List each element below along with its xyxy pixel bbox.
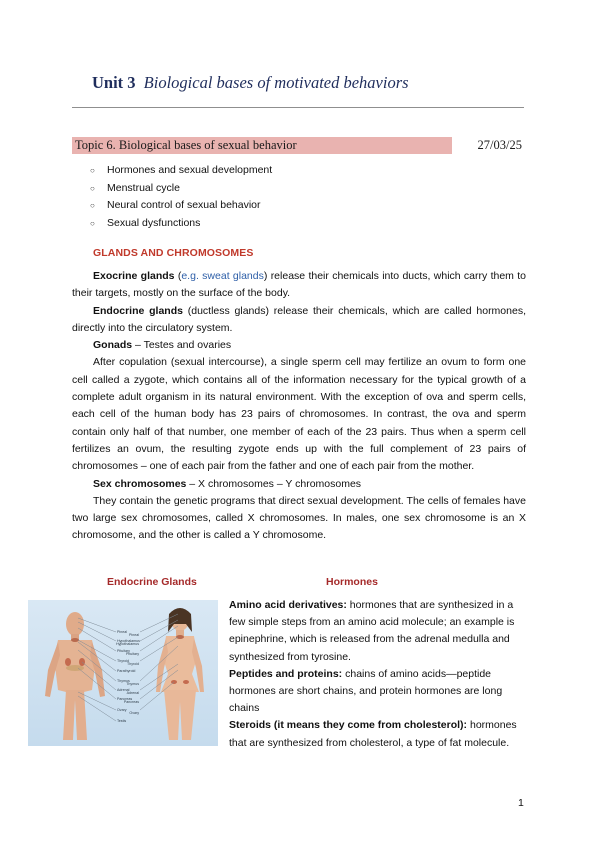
- body-text: [72, 268, 526, 545]
- paragraph-sex-chromosomes: Sex chromosomes – X chromosomes – Y chromosomes: [93, 477, 362, 490]
- figure-label: Pituitary: [126, 652, 139, 656]
- hormone-type-item: Peptides and proteins: chains of amino acids—peptide hormones are short chains, and protein hormones are long chains: [229, 667, 503, 715]
- figure-label: Pineal: [117, 630, 127, 634]
- circle-bullet-icon: ○: [90, 219, 95, 229]
- paragraph-genetic: They contain the genetic programs that direct sexual development. The cells of females have two large sex chromosomes, called X chromosomes. In males, one sex chromosome is an X chromosome, and the other is called a Y chromosome.: [72, 494, 526, 542]
- paragraph-endocrine: Endocrine glands (ductless glands) release their chemicals, which are called hormones, directly into the circulatory system.: [72, 304, 526, 334]
- figure-label: Thymus: [117, 679, 130, 683]
- female-ovary-left: [183, 680, 189, 684]
- paragraph-gonads: Gonads – Testes and ovaries: [93, 339, 232, 352]
- figure-label: Thymus: [126, 682, 139, 686]
- paragraph-copulation: After copulation (sexual intercourse), a single sperm cell may fertilize an ovum to form one cell called a zygote, which contains all of the information necessary for the typical growth of a complete adult organism in its natural environment. With the exception of ova and sperm cells, each cell of the human body has 23 pairs of chromosomes. In contrast, the ova and sperm contain only half of that number, one member of each of the 23 pairs. Thus when a sperm cell fertilizes an ovum, the resulting zygote ends up with the full complement of 23 pairs of chromosomes – one of each pair from the father and one of each pair from the mother.: [72, 356, 526, 473]
- figure-label: Ovary: [117, 708, 127, 712]
- gland-labels: [116, 630, 140, 723]
- hormone-type-item: Steroids (it means they come from cholesterol): hormones that are synthesized from cholesterol, a type of fat molecule.: [229, 719, 517, 749]
- female-thyroid: [176, 635, 184, 639]
- figure-label: Ovary: [129, 711, 139, 715]
- male-head: [66, 612, 84, 636]
- endocrine-illustration: [28, 600, 218, 746]
- figure-label: Pancreas: [117, 697, 133, 701]
- outline-item: ○ Sexual dysfunctions: [90, 215, 272, 233]
- circle-bullet-icon: ○: [90, 166, 95, 175]
- female-legs: [164, 690, 196, 740]
- unit-number: Unit 3: [92, 73, 136, 92]
- hormone-types: [229, 597, 525, 752]
- outline-item: ○ Menstrual cycle: [90, 180, 272, 198]
- circle-bullet-icon: ○: [90, 183, 95, 193]
- topic-title: Topic 6. Biological bases of sexual behavior: [75, 138, 297, 152]
- figure-label: Testis: [117, 719, 127, 723]
- topic-bar: [72, 137, 522, 154]
- figure-label: Thyroid: [127, 662, 139, 666]
- topic-date: 27/03/25: [477, 138, 522, 152]
- figure-label: Adrenal: [117, 688, 130, 692]
- outline-item: ○ Neural control of sexual behavior: [90, 197, 272, 215]
- figure-label: Hypothalamus: [116, 642, 139, 646]
- male-thyroid: [71, 638, 79, 642]
- figure-label: Pineal: [129, 633, 139, 637]
- figure-label: Hypothalamus: [117, 639, 140, 643]
- hormone-type-item: Amino acid derivatives: hormones that are synthesized in a few simple steps from an amino acid molecule; an example is epinephrine, which is released from the adrenal medulla and synthesized from tyrosine.: [229, 599, 515, 663]
- circle-bullet-icon: ○: [90, 201, 95, 211]
- section-heading: GLANDS AND CHROMOSOMES: [93, 247, 254, 259]
- figure-label: Pancreas: [123, 700, 139, 704]
- unit-subtitle: Biological bases of motivated behaviors: [143, 73, 409, 92]
- endocrine-glands-figure: [28, 600, 218, 746]
- male-adrenal-right: [65, 658, 71, 666]
- header-divider: [72, 107, 524, 108]
- unit-title: [92, 73, 409, 93]
- endocrine-glands-heading: Endocrine Glands: [107, 576, 197, 588]
- figure-label: Pituitary: [117, 649, 130, 653]
- figure-label: Thyroid: [117, 659, 129, 663]
- figure-label: Adrenal: [126, 691, 139, 695]
- hormones-heading: Hormones: [326, 576, 378, 588]
- example-link: e.g. sweat glands: [181, 270, 264, 282]
- topic-outline: [90, 162, 272, 233]
- male-legs: [63, 690, 87, 740]
- male-pancreas: [66, 665, 84, 671]
- outline-item: ○ Hormones and sexual development: [90, 162, 272, 180]
- page-number: 1: [518, 797, 524, 809]
- paragraph-exocrine: Exocrine glands (e.g. sweat glands) release their chemicals into ducts, which carry them to their targets, mostly on the surface of the body.: [72, 270, 527, 300]
- figure-label: Parathyroid: [117, 669, 136, 673]
